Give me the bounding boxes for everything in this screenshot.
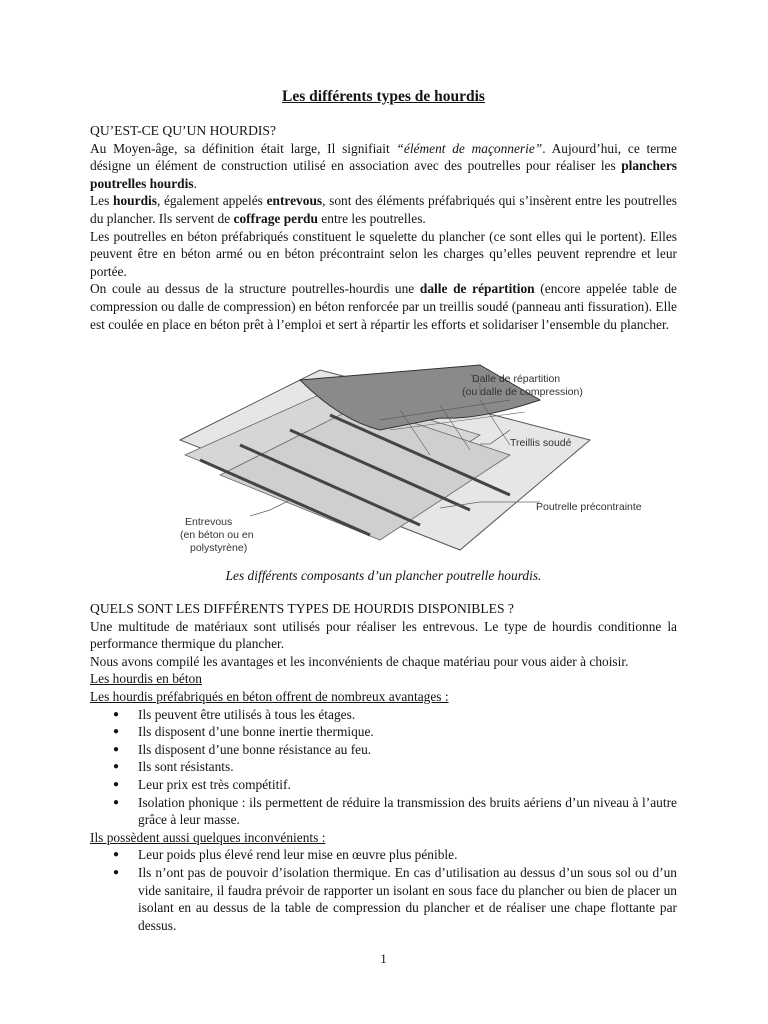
bold-term: coffrage perdu xyxy=(233,210,318,226)
bullet-icon: ● xyxy=(113,761,120,773)
disadvantages-list xyxy=(90,846,677,934)
page-number: 1 xyxy=(380,951,387,966)
section-types-hourdis xyxy=(90,600,677,934)
paragraph-definition xyxy=(90,140,677,193)
label-dalle-sub: (ou dalle de compression) xyxy=(462,386,583,398)
list-item-text: Ils sont résistants. xyxy=(138,759,234,775)
section-what-is-hourdis xyxy=(90,122,677,333)
label-entrevous-sub1: (en béton ou en xyxy=(180,529,254,541)
list-item xyxy=(90,706,677,724)
paragraph-compiled: Nous avons compilé les avantages et les inconvénients de chaque matériau pour vous aider à choisir. xyxy=(90,653,629,669)
bold-term: planchers poutrelles hourdis xyxy=(90,158,677,191)
figure-caption: Les différents composants d’un plancher poutrelle hourdis. xyxy=(225,568,542,583)
text-run: (encore appelée table de compression ou dalle de compression) en béton renforcée par un treillis soudé (panneau anti fissuration). Elle est coulée en place en béton prêt à l’emploi et sert à répartir les efforts et solidariser l’ensemble du plancher. xyxy=(90,281,677,332)
text-run: , également appelés xyxy=(156,193,267,209)
paragraph-poutrelles: Les poutrelles en béton préfabriqués constituent le squelette du plancher (ce sont elles qui le portent). Elles peuvent être en béton armé ou en béton précontraint selon les charges qu’elles peuvent reprendre et leur portée. xyxy=(90,228,677,279)
bullet-icon: ● xyxy=(113,778,120,790)
list-item-text: Isolation phonique : ils permettent de réduire la transmission des bruits aériens d’un niveau à l’autre grâce à leur masse. xyxy=(138,794,677,828)
text-run: . Aujourd’hui, ce terme désigne un élément de construction utilisé en association avec des poutrelles pour réaliser les xyxy=(90,140,677,174)
list-item xyxy=(90,864,677,934)
subheading-disadvantages: Ils possèdent aussi quelques inconvénients : xyxy=(90,829,326,845)
text-run: . xyxy=(193,175,197,191)
text-run: , sont des éléments préfabriqués qui s’insèrent entre les poutrelles du plancher. Ils servent de xyxy=(90,193,677,226)
text-run: On coule au dessus de la structure poutrelles-hourdis une xyxy=(90,281,420,297)
list-item-text: Ils disposent d’une bonne inertie thermique. xyxy=(138,724,374,740)
bullet-icon: ● xyxy=(113,743,120,755)
bullet-icon: ● xyxy=(113,726,120,738)
label-treillis: Treillis soudé xyxy=(510,437,572,449)
bold-term: entrevous xyxy=(266,193,323,209)
label-entrevous-sub2: polystyrène) xyxy=(190,542,248,554)
list-item-text: Ils peuvent être utilisés à tous les étages. xyxy=(138,706,356,722)
text-run: Les xyxy=(90,193,114,209)
bold-term: dalle de répartition xyxy=(419,281,535,297)
bullet-icon: ● xyxy=(113,866,120,878)
list-item xyxy=(90,723,677,741)
text-run: entre les poutrelles. xyxy=(317,210,426,226)
bold-term: hourdis xyxy=(113,193,157,209)
list-item-text: Leur poids plus élevé rend leur mise en œuvre plus pénible. xyxy=(138,847,458,863)
bullet-icon: ● xyxy=(113,708,120,720)
section-heading: QUELS SONT LES DIFFÉRENTS TYPES DE HOURDIS DISPONIBLES ? xyxy=(90,601,514,616)
subheading-advantages: Les hourdis préfabriqués en béton offrent de nombreux avantages : xyxy=(90,688,449,704)
italic-quote: “élément de maçonnerie” xyxy=(396,140,543,156)
paragraph-materials: Une multitude de matériaux sont utilisés pour réaliser les entrevous. Le type de hourdis conditionne la performance thermique du plancher. xyxy=(90,618,677,652)
label-entrevous: Entrevous xyxy=(185,516,233,528)
list-item-text: Ils disposent d’une bonne résistance au feu. xyxy=(138,741,372,757)
list-item xyxy=(90,794,677,829)
page-title: Les différents types de hourdis xyxy=(282,88,485,105)
list-item-text: Ils n’ont pas de pouvoir d’isolation thermique. En cas d’utilisation au dessus d’un sous sol ou d’un vide sanitaire, il faudra prévoir de rapporter un isolant en sous face du plancher ou bien de placer un isolant en au dessus de la table de compression du plancher et de réaliser une chape flottante par dessus. xyxy=(138,864,677,933)
floor-diagram-illustration xyxy=(180,360,642,570)
list-item xyxy=(90,758,677,776)
list-item xyxy=(90,846,677,864)
list-item-text: Leur prix est très compétitif. xyxy=(138,776,291,792)
section-heading: QU’EST-CE QU’UN HOURDIS? xyxy=(90,123,277,138)
label-poutrelle: Poutrelle précontrainte xyxy=(536,501,642,513)
list-item xyxy=(90,776,677,794)
text-run: Au Moyen-âge, sa définition était large, Il signifiait xyxy=(90,140,397,156)
label-dalle: Dalle de répartition xyxy=(472,373,561,385)
floor-diagram xyxy=(180,360,642,575)
bullet-icon: ● xyxy=(113,849,120,861)
subheading-beton: Les hourdis en béton xyxy=(90,671,202,687)
list-item xyxy=(90,741,677,759)
paragraph-dalle xyxy=(90,280,677,333)
advantages-list xyxy=(90,706,677,829)
paragraph-hourdis xyxy=(90,192,677,227)
bullet-icon: ● xyxy=(113,796,120,808)
